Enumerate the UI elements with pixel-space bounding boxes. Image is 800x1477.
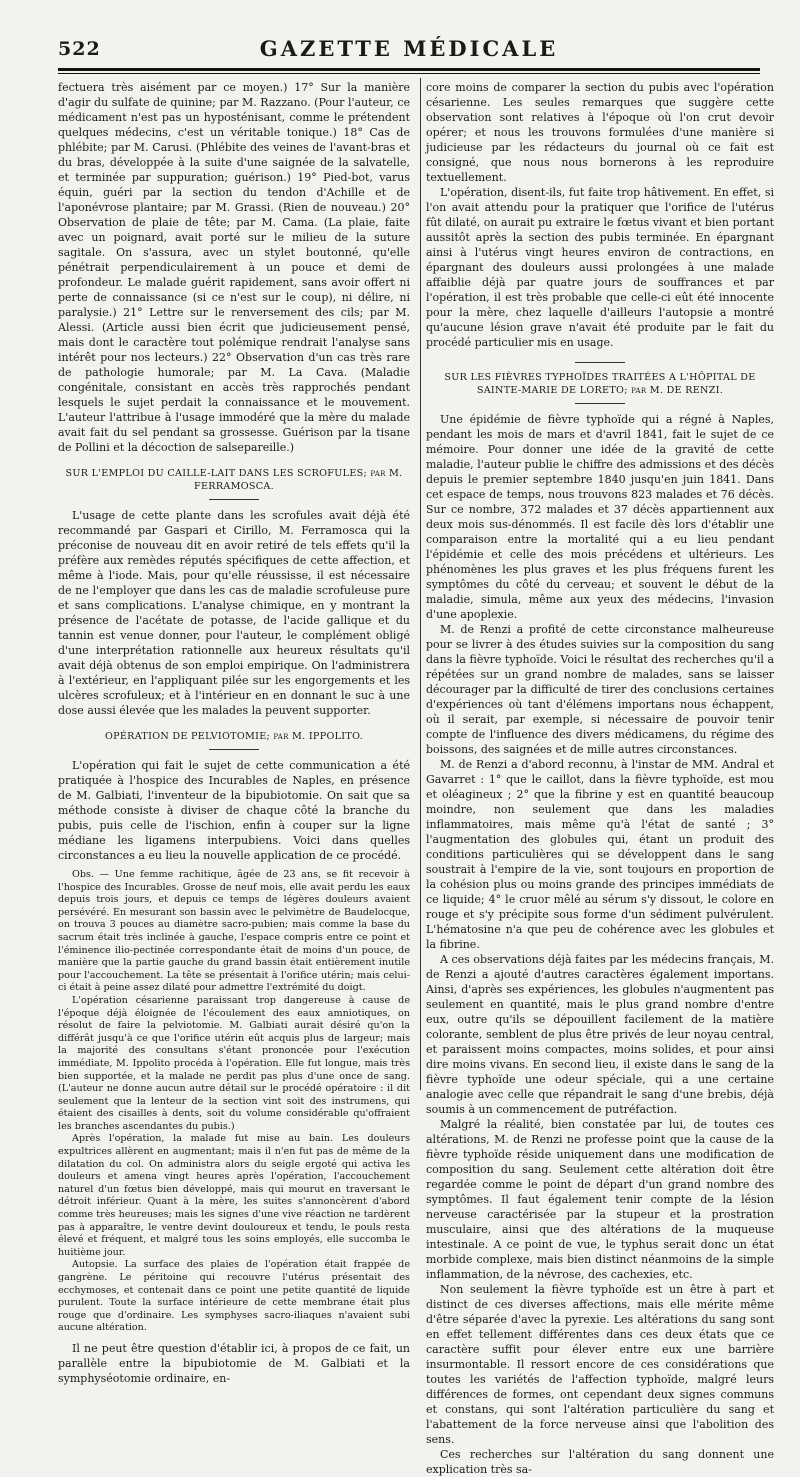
paragraph: M. de Renzi a profité de cette circonstance malheureuse pour se livrer à des études suivies sur la composition du sang dans la fièvre typhoïde. Voici le résultat des recherches qu'il a répétées sur un grand nombre de malades, sans se laisser décourager par la difficulté de tirer des conclusions certaines d'expériences où tant d'élémens importans nous échappent, où il serait, par exemple, si nécessaire de pouvoir tenir compte de l'influence des divers médicamens, du régime des boissons, des saignées et de mille autres circonstances. bbox=[426, 623, 774, 756]
right-column bbox=[426, 80, 774, 1476]
page-number: 522 bbox=[58, 38, 101, 60]
autopsy-paragraph: Autopsie. La surface des plaies de l'opération était frappée de gangrène. Le péritoine qui recouvre l'utérus présentait des ecchymoses, et contenait dans ce point une petite quantité de liquide purulent. Toute la surface intérieure de cette membrane était plus rouge que d'ordinaire. Les symphyses sacro-iliaques n'avaient subi aucune altération. bbox=[58, 1259, 410, 1334]
paragraph: core moins de comparer la section du pubis avec l'opération césarienne. Les seules remarques que suggère cette observation sont relatives à l'époque où l'on crut devoir opérer; et nous les trouvons formulées d'une manière si judicieuse par les rédacteurs du journal où ce fait est consigné, que nous nous bornerons à les reproduire textuellement. bbox=[426, 81, 774, 184]
observation-paragraph: L'opération césarienne paraissant trop dangereuse à cause de l'époque déjà éloignée de l'écoulement des eaux amniotiques, on résolut de faire la pelviotomie. M. Galbiati aurait désiré qu'on la différât jusqu'à ce que l'orifice utérin eût acquis plus de largeur; mais la majorité des consultans s'étant prononcée pour l'exécution immédiate, M. Ippolito procéda à l'opération. Elle fut longue, mais très bien supportée, et la malade ne perdit pas plus d'une once de sang. (L'auteur ne donne aucun autre détail sur le procédé opératoire : il dit seulement que la lenteur de la section vint soit des instrumens, qui étaient des cisailles à dents, soit du volume considérable qu'offraient les branches ascendantes du pubis.) bbox=[58, 994, 410, 1132]
section-title: SUR LES FIÈVRES TYPHOÏDES TRAITÉES A L'HÔPITAL DE SAINTE-MARIE DE LORETO; par M. DE RENZI. bbox=[444, 372, 756, 396]
header-rule-thick bbox=[58, 68, 760, 71]
column-divider bbox=[420, 78, 421, 1090]
paragraph: L'opération qui fait le sujet de cette communication a été pratiquée à l'hospice des Incurables de Naples, en présence de M. Galbiati, l'inventeur de la bipubiotomie. On sait que sa méthode consiste à diviser de chaque côté la branche du pubis, puis celle de l'ischion, enfin à couper sur la ligne médiane les ligamens interpubiens. Voici dans quelles circonstances a eu lieu la nouvelle application de ce procédé. bbox=[58, 759, 410, 862]
paragraph: L'opération, disent-ils, fut faite trop hâtivement. En effet, si l'on avait attendu pour la pratiquer que l'orifice de l'utérus fût dilaté, on aurait pu extraire le fœtus vivant et bien portant aussitôt après la section des pubis terminée. En épargnant ainsi à l'utérus vingt heures environ de contractions, en épargnant des douleurs aussi prolongées à une malade affaiblie déjà par quatre jours de souffrances et par l'opération, il est très probable que celle-ci eût été innocente pour la mère, chez laquelle d'ailleurs l'autopsie a montré qu'aucune lésion grave n'avait été produite par le fait du procédé particulier mis en usage. bbox=[426, 186, 774, 349]
journal-title: GAZETTE MÉDICALE bbox=[259, 36, 559, 61]
paragraph: Une épidémie de fièvre typhoïde qui a régné à Naples, pendant les mois de mars et d'avril 1841, fait le sujet de ce mémoire. Pour donner une idée de la gravité de cette maladie, l'auteur publie le chiffre des admissions et des décès depuis le premier septembre 1840 jusqu'en juin 1841. Dans cet espace de temps, nous trouvons 823 malades et 76 décès. Sur ce nombre, 372 malades et 37 décès appartiennent aux deux mois sus-dénommés. Il est facile dès lors d'établir une comparaison entre la mortalité qui a eu lieu pendant l'épidémie et celle des mois précédens et ultérieurs. Les phénomènes les plus graves et les plus fréquens furent les symptômes du côté du cerveau; et souvent le début de la maladie, simula, même aux yeux des médecins, l'invasion d'une apoplexie. bbox=[426, 413, 774, 621]
left-column bbox=[58, 80, 410, 1385]
paragraph: L'usage de cette plante dans les scrofules avait déjà été recommandé par Gaspari et Cirillo, M. Ferramosca qui la préconise de nouveau dit en avoir retiré de tels effets qu'il la préfère aux remèdes réputés spécifiques de cette affection, et même à l'iode. Mais, pour qu'elle réussisse, il est nécessaire de ne l'employer que dans les cas de maladie scrofuleuse pure et sans complications. L'analyse chimique, en y montrant la présence de l'acétate de potasse, de l'acide gallique et du tannin est venue donner, pour l'auteur, le complément obligé d'une interprétation rationnelle aux heureux résultats qu'il avait déjà obtenus de son emploi empirique. On l'administrera à l'extérieur, en l'appliquant pilée sur les engorgements et les ulcères scrofuleux; et à l'intérieur en en donnant le suc à une dose aussi élevée que les malades la peuvent supporter. bbox=[58, 509, 410, 717]
observation-paragraph: Après l'opération, la malade fut mise au bain. Les douleurs expultrices allèrent en augmentant; mais il n'en fut pas de même de la dilatation du col. On administra alors du seigle ergoté qui activa les douleurs et amena vingt heures après l'opération, l'accouchement naturel d'un fœtus bien développé, mais qui mourut en traversant le détroit inférieur. Quant à la mère, les suites s'annoncèrent d'abord comme très heureuses; mais les signes d'une vive réaction ne tardèrent pas à apparaître, le ventre devint douloureux et tendu, le pouls resta élevé et fréquent, et malgré tous les soins employés, elle succomba le huitième jour. bbox=[58, 1133, 410, 1258]
page-header bbox=[58, 36, 760, 66]
paragraph: Il ne peut être question d'établir ici, à propos de ce fait, un parallèle entre la bipubiotomie de M. Galbiati et la symphyséotomie ordinaire, en- bbox=[58, 1341, 410, 1385]
paragraph: Ces recherches sur l'altération du sang donnent une explication très sa- bbox=[426, 1448, 774, 1476]
paragraph: M. de Renzi a d'abord reconnu, à l'instar de MM. Andral et Gavarret : 1° que le caillot, dans la fièvre typhoïde, est mou et oléagineux ; 2° que la fibrine y est en quantité beaucoup moindre, non seulement que dans les maladies inflammatoires, mais même qu'à l'état de santé ; 3° l'augmentation des globules qui, étant un produit des conditions particulières qui se développent dans le sang soustrait à l'empire de la vie, sont toujours en proportion de la cohésion plus ou moins grande des principes immédiats de ce liquide; 4° le cruor mêlé au sérum s'y dissout, le colore en rouge et s'y précipite sous forme d'un sédiment pulvérulent. L'hématosine n'a que peu de cohérence avec les globules et la fibrine. bbox=[426, 758, 774, 951]
paragraph: Non seulement la fièvre typhoïde est un être à part et distinct de ces diverses affections, mais elle mérite même d'être séparée d'avec la pyrexie. Les altérations du sang sont en effet tellement différentes dans ces deux états que ce caractère suffit pour élever entre eux une barrière insurmontable. Il ressort encore de ces considérations que toutes les variétés de l'affection typhoïde, malgré leurs différences de formes, ont cependant deux signes communs et constans, qui sont l'altération particulière du sang et l'abattement de la force nerveuse ainsi que l'abolition des sens. bbox=[426, 1283, 774, 1446]
section-title: OPÉRATION DE PELVIOTOMIE; par M. IPPOLITO. bbox=[104, 731, 364, 742]
header-rule-thin bbox=[58, 73, 760, 74]
observation-paragraph: Obs. — Une femme rachitique, âgée de 23 ans, se fit recevoir à l'hospice des Incurables. Grosse de neuf mois, elle avait perdu les eaux depuis trois jours, et depuis ce temps de légères douleurs avaient persévéré. En mesurant son bassin avec le pelvimètre de Baudelocque, on trouva 3 pouces au diamètre sacro-pubien; mais comme la base du sacrum était très inclinée à gauche, l'espace compris entre ce point et l'éminence ilio-pectinée correspondante était de moins d'un pouce, de manière que la partie gauche du grand bassin était entièrement inutile pour l'accouchement. La tête se présentait à l'orifice utérin; mais celui-ci était à peine assez dilaté pour admettre l'extrémité du doigt. bbox=[58, 869, 410, 994]
paragraph: A ces observations déjà faites par les médecins français, M. de Renzi a ajouté d'autres caractères également importans. Ainsi, d'après ses expériences, les globules n'augmentent pas seulement en quantité, mais le plus grand nombre d'entre eux, outre qu'ils se dépouillent facilement de la matière colorante, semblent de plus être privés de leur noyau central, et paraissent moins compactes, moins solides, et pour ainsi dire moins vivans. En second lieu, il existe dans le sang de la fièvre typhoïde une odeur spéciale, qui a une certaine analogie avec celle que répandrait le sang d'une brebis, déjà soumis à un commencement de putréfaction. bbox=[426, 953, 774, 1116]
paragraph: fectuera très aisément par ce moyen.) 17° Sur la manière d'agir du sulfate de quinine; par M. Razzano. (Pour l'auteur, ce médicament n'est pas un hyposténisant, comme le prétendent quelques médecins, c'est un véritable tonique.) 18° Cas de phlébite; par M. Carusi. (Phlébite des veines de l'avant-bras et du bras, développée à la suite d'une saignée de la salvatelle, et terminée par suppuration; guérison.) 19° Pied-bot, varus équin, guéri par la section du tendon d'Achille et de l'aponévrose plantaire; par M. Grassi. (Rien de nouveau.) 20° Observation de plaie de tête; par M. Cama. (La plaie, faite avec un poignard, avait porté sur le milieu de la suture sagitale. On s'assura, avec un stylet boutonné, qu'elle pénétrait perpendiculairement à un pouce et demi de profondeur. Le malade guérit rapidement, sans avoir offert ni perte de connaissance (si ce n'est sur le coup), ni délire, ni paralysie.) 21° Lettre sur le renversement des cils; par M. Alessi. (Article aussi bien écrit que judicieusement pensé, mais dont le caractère tout polémique rendrait l'analyse sans intérêt pour nos lecteurs.) 22° Observation d'un cas très rare de pathologie humorale; par M. La Cava. (Maladie congénitale, consistant en accès très rapprochés pendant lesquels le sujet perdait la connaissance et le mouvement. L'auteur l'attribue à l'usage immodéré que la mère du malade avait fait du sel pendant sa grossesse. Guérison par la tisane de Pollini et la décoction de salsepareille.) bbox=[58, 81, 410, 454]
paragraph: Malgré la réalité, bien constatée par lui, de toutes ces altérations, M. de Renzi ne professe point que la cause de la fièvre typhoïde réside uniquement dans une modification de composition du sang. Seulement cette altération doit être regardée comme le point de départ d'un grand nombre des symptômes. Il faut également tenir compte de la lésion nerveuse caractérisée par la stupeur et la prostration musculaire, ainsi que des altérations de la muqueuse intestinale. A ce point de vue, le typhus serait donc un état morbide complexe, mais bien distinct néanmoins de la simple inflammation, de la névrose, des cachexies, etc. bbox=[426, 1118, 774, 1281]
section-title: SUR L'EMPLOI DU CAILLE-LAIT DANS LES SCROFULES; par M. FERRAMOSCA. bbox=[65, 468, 403, 492]
